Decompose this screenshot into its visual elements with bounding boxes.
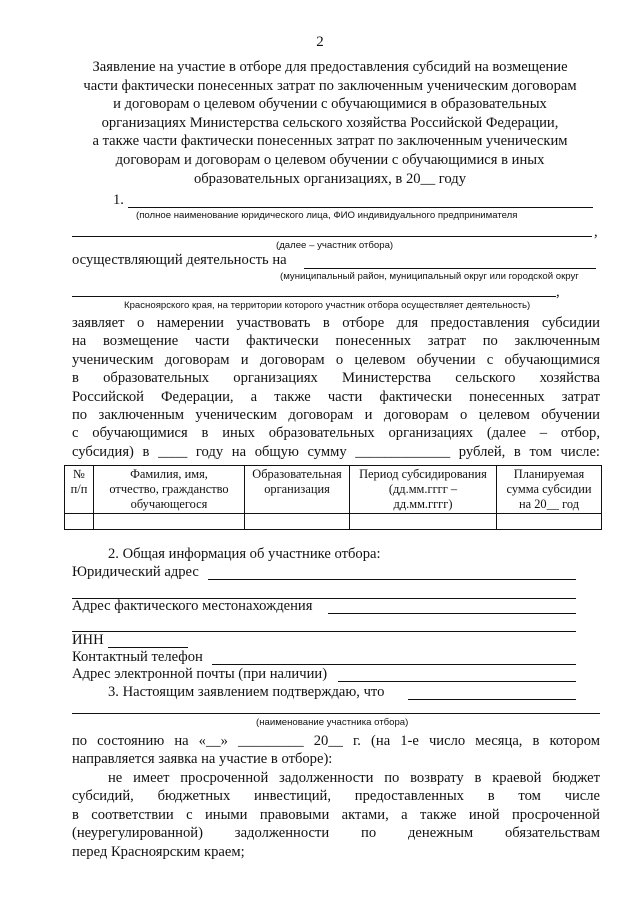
table-cell[interactable] xyxy=(497,514,602,530)
subsidy-table xyxy=(64,465,602,530)
title-line: а также части фактически понесенных затрат по заключенным ученическим xyxy=(92,133,568,150)
inn-field[interactable] xyxy=(108,647,188,648)
application-title xyxy=(56,58,604,188)
body-line: Российской Федерации, а также части фактически понесенных затрат xyxy=(72,388,600,405)
header-cell-student: Фамилия, имя, отчество, гражданство обучающегося xyxy=(94,466,245,514)
section1-body xyxy=(72,314,600,461)
inn-label: ИНН xyxy=(72,632,104,648)
confirm-field[interactable] xyxy=(408,699,576,700)
section3-heading: 3. Настоящим заявлением подтверждаю, что xyxy=(108,684,385,700)
municipal-hint: (муниципальный район, муниципальный округ или городской округ xyxy=(280,271,579,282)
body-line: заявляет о намерении участвовать в отборе для предоставления субсидии xyxy=(72,315,600,331)
table-row[interactable] xyxy=(65,514,602,530)
title-line: части фактически понесенных затрат по заключенным ученическим договорам xyxy=(83,77,577,94)
body-line: перед Красноярским краем; xyxy=(72,843,245,860)
email-field[interactable] xyxy=(338,681,576,682)
comma-2: , xyxy=(556,284,560,300)
legal-address-field[interactable] xyxy=(208,579,576,580)
body-line: по заключенным ученическим договорам и договорам о целевом обучении xyxy=(72,407,600,424)
legal-address-label: Юридический адрес xyxy=(72,564,199,580)
table-header-row xyxy=(65,466,602,514)
table-cell[interactable] xyxy=(245,514,350,530)
municipal-field-line-2[interactable] xyxy=(72,296,556,297)
actual-address-label: Адрес фактического местонахождения xyxy=(72,598,313,614)
actual-address-field-2[interactable] xyxy=(72,631,576,632)
page-number: 2 xyxy=(316,34,324,50)
comma: , xyxy=(594,224,598,240)
title-line: договорам и договорам о целевом обучении с обучающимися в иных xyxy=(115,151,545,168)
body-line: в образовательных организациях Министерства сельского хозяйства xyxy=(72,370,600,387)
municipal-field-line[interactable] xyxy=(304,268,596,269)
email-label: Адрес электронной почты (при наличии) xyxy=(72,666,328,682)
header-cell-organization: Образовательная организация xyxy=(245,466,350,514)
title-line: Заявление на участие в отборе для предоставления субсидий на возмещение xyxy=(92,59,568,75)
header-cell-period: Период субсидирования (дд.мм.гггг – дд.мм.гггг) xyxy=(350,466,497,514)
phone-field[interactable] xyxy=(212,664,576,665)
debt-text xyxy=(72,769,600,861)
header-cell-number: № п/п xyxy=(65,466,94,514)
table-cell[interactable] xyxy=(65,514,94,530)
body-line: (неурегулированной) задолженности по денежным обязательствам xyxy=(72,825,600,842)
fullname-field-line-2[interactable] xyxy=(72,236,592,237)
territory-hint: Красноярского края, на территории которого участник отбора осуществляет деятельность) xyxy=(124,300,531,311)
body-line: субсидия) в ____ году на общую сумму _____________ рублей, в том числе: xyxy=(72,443,600,460)
operating-label: осуществляющий деятельность на xyxy=(72,252,287,268)
participant-name-field[interactable] xyxy=(72,713,600,714)
table-cell[interactable] xyxy=(94,514,245,530)
body-line: направляется заявка на участие в отборе): xyxy=(72,751,333,768)
actual-address-field[interactable] xyxy=(328,613,576,614)
body-line: по состоянию на «__» _________ 20__ г. (на 1-е число месяца, в котором xyxy=(72,733,600,749)
body-line: ученическим договорам и договорам о целевом обучении с обучающимися xyxy=(72,351,600,368)
title-line: образовательных организациях, в 20__ году xyxy=(193,170,467,187)
phone-label: Контактный телефон xyxy=(72,649,203,665)
body-line: не имеет просроченной задолженности по возврату в краевой бюджет xyxy=(108,770,600,786)
table-cell[interactable] xyxy=(350,514,497,530)
section1-number: 1. xyxy=(113,192,124,208)
title-line: организациях Министерства сельского хозяйства Российской Федерации, xyxy=(101,114,559,131)
fullname-hint: (полное наименование юридического лица, ФИО индивидуального предпринимателя xyxy=(136,210,518,221)
body-line: с обучающимися в иных образовательных организациях (далее – отбор, xyxy=(72,425,600,442)
participant-name-hint: (наименование участника отбора) xyxy=(256,717,409,728)
body-line: в соответствии с иными правовыми актами, а также иной просроченной xyxy=(72,806,600,823)
body-line: субсидий, бюджетных инвестиций, предоставленных в том числе xyxy=(72,788,600,805)
state-text xyxy=(72,732,600,769)
participant-hint: (далее – участник отбора) xyxy=(276,240,394,251)
section2-heading: 2. Общая информация об участнике отбора: xyxy=(108,546,381,562)
fullname-field-line[interactable] xyxy=(128,207,593,208)
title-line: и договорам о целевом обучении с обучающимися в образовательных xyxy=(113,96,547,113)
body-line: на возмещение части фактически понесенных затрат по заключенным xyxy=(72,333,600,350)
header-cell-amount: Планируемая сумма субсидии на 20__ год xyxy=(497,466,602,514)
